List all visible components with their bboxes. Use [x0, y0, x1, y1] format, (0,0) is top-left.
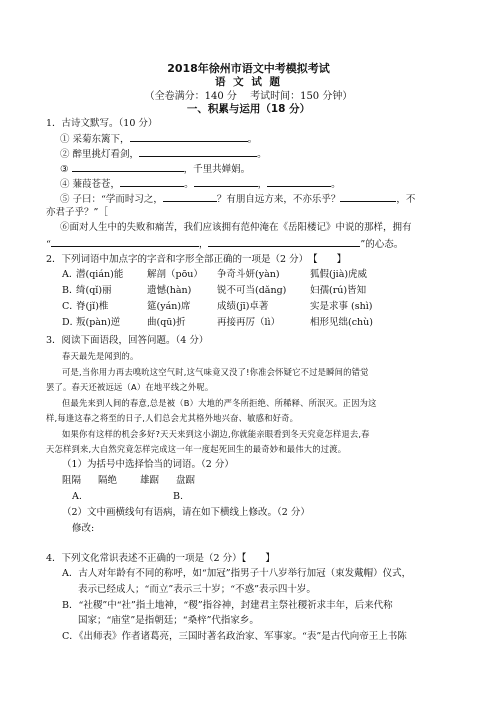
q4-option-a-cont: 表示已经成人；“而立”表示三十岁；“不惑”表示四十岁。 — [78, 584, 316, 595]
q4-option-c[interactable]: C．《出师表》作者诸葛亮，三国时著名政治家、军事家。“表”是古代向帝王上书陈 — [62, 631, 407, 642]
answer-blank[interactable] — [130, 132, 248, 142]
exam-title: 2018年徐州市语文中考模拟考试 — [167, 62, 330, 75]
answer-blank[interactable] — [194, 177, 258, 187]
passage-line: 如果你有这样的机会多好?天天来到这小湖边,你就能亲眼看到冬天究竟怎样退去,春 — [62, 429, 370, 439]
answer-blank[interactable] — [51, 237, 199, 247]
q4-option-b[interactable]: B．“社稷”中“社”指土地神，“稷”指谷神，封建君主祭社稷祈求丰年，后来代称 — [62, 600, 393, 611]
section-heading: 一、积累与运用（18 分） — [186, 103, 311, 115]
q4-option-a[interactable]: A．古人对年龄有不同的称呼，如“加冠”指男子十八岁举行加冠（束发戴帽）仪式， — [62, 568, 412, 579]
q1-item-5-cont: 亦君子乎？”［ — [46, 207, 108, 218]
answer-blank[interactable] — [208, 237, 360, 247]
word-option[interactable]: 雄踞 — [140, 475, 160, 486]
score-info: （全卷满分：140 分 考试时间：150 分钟） — [144, 91, 353, 102]
answer-blank[interactable] — [139, 147, 257, 157]
q4-option-b-cont: 国家；“庙堂”是指朝廷；“桑梓”代指家乡。 — [78, 615, 259, 626]
q1-item-1: ① 采菊东篱下， 。 — [60, 134, 258, 145]
answer-blank[interactable] — [267, 177, 331, 187]
q1-item-6: ⑥面对人生中的失败和痛苦，我们应该拥有范仲淹在《岳阳楼记》中说的那样，拥有 — [60, 222, 412, 233]
q3-sub1: （1）为括号中选择恰当的词语。（2 分） — [62, 459, 234, 470]
passage-line: 罢了。春天还被远远（A）在地平线之外呢。 — [46, 382, 214, 392]
q2-stem: 2．下列词语中加点字的字音和字形全部正确的一项是（2 分） 【 】 — [46, 254, 347, 265]
passage-line: 天怎样到来,大自然究竟怎样完成这一年一度起死回生的最奇妙和最伟大的过渡。 — [46, 444, 347, 454]
blank-b-label[interactable]: B. — [173, 491, 184, 502]
answer-blank[interactable] — [340, 192, 396, 202]
word-option[interactable]: 隔绝 — [98, 475, 118, 486]
passage-line: 但最先来到人间的春意,总是被（B）大地的严冬所拒绝、所稀释、所泯灭。正因为这 — [62, 398, 377, 408]
q1-item-5: ⑤ 子曰：“学而时习之， ？有朋自远方来，不亦乐乎？ ，不 — [60, 194, 416, 205]
q3-sub2: （2）文中画横线句有语病，请在如下横线上修改。（2 分） — [62, 507, 310, 518]
exam-subtitle: 语 文 试 题 — [215, 76, 282, 88]
q1-item-6-cont: “ ， ”的心态。 — [46, 239, 404, 250]
q3-stem: 3．阅读下面语段，回答问题。（4 分） — [46, 335, 209, 346]
q1-item-3: ③ ，千里共婵娟。 — [60, 164, 251, 175]
q1-stem: 1．古诗文默写。（10 分） — [46, 118, 158, 129]
q4-stem: 4．下列文化常识表述不正确的一项是（2 分）【 】 — [46, 553, 275, 564]
blank-a-label[interactable]: A. — [72, 491, 82, 502]
word-option[interactable]: 阻隔 — [62, 475, 82, 486]
revise-label[interactable]: 修改: — [72, 523, 95, 534]
passage-line: 春天最先是闻到的。 — [62, 351, 139, 361]
answer-blank[interactable] — [120, 177, 184, 187]
passage-line: 样,每逢这春之将至的日子,人们总会尤其格外地兴奋、敏感和好奇。 — [46, 413, 299, 423]
exam-page: 2018年徐州市语文中考模拟考试 语 文 试 题 （全卷满分：140 分 考试时间：150 分钟） 一、积累与运用（18 分） 1．古诗文默写。（10 分） ① 采菊东篱下， 。 ② 醉里挑灯看剑， 。 ③ ，千里共婵娟。 ④ 蒹葭苍苍， 。 ， 。 ⑤ 子曰：“学而时习之， ？有朋自远方来，不亦乐乎？ ，不 亦君子乎？”［ ⑥面对人生中的失败和痛苦，我们应该拥有范仲淹在《岳阳楼记》中说的那样，拥有 “ ， ”的心态。 2．下列词语中加点字的字音和字形全部正确的一项是（2 分） 【 】 A． 潜(qián)能 解剖（pōu） 争奇斗妍(yàn) 狐假(jià)虎威 B． 绮(qǐ)丽 遗憾(hàn) 锐不可当(dǎng) 妇孺(rú)皆知 C． 脊(jǐ)椎 筵(yán)席 成绩(jī)卓著 实是求事 (shì) D． 叛(pàn)逆 曲(qū)折 再接再厉（lì） 相形见绌(chù) 3．阅读下面语段，回答问题。（4 分） 春天最先是闻到的。 可是,当你用力再去嗅吮这空气时,这气味竟又没了!你准会怀疑它不过是瞬间的错觉 罢了。春天还被远远（A）在地平线之外呢。 但最先来到人间的春意,总是被（B）大地的严冬所拒绝、所稀释、所泯灭。正因为这 样,每逢这春之将至的日子,人们总会尤其格外地兴奋、敏感和好奇。 如果你有这样的机会多好?天天来到这小湖边,你就能亲眼看到冬天究竟怎样退去,春 天怎样到来,大自然究竟怎样完成这一年一度起死回生的最奇妙和最伟大的过渡。 （1）为括号中选择恰当的词语。（2 分） 阻隔 隔绝 雄踞 盘踞 A. B. （2）文中画横线句有语病，请在如下横线上修改。（2 分） 修改: 4．下列文化常识表述不正确的一项是（2 分）【 】 A．古人对年龄有不同的称呼，如“加冠”指男子十八岁举行加冠（束发戴帽）仪式， 表示已经成人；“而立”表示三十岁；“不惑”表示四十岁。 B．“社稷”中“社”指土地神，“稷”指谷神，封建君主祭社稷祈求丰年，后来代称 国家；“庙堂”是指朝廷；“桑梓”代指家乡。 C．《出师表》作者诸葛亮，三国时著名政治家、军事家。“表”是古代向帝王上书陈 — [0, 0, 497, 704]
word-option[interactable]: 盘踞 — [176, 475, 196, 486]
answer-blank[interactable] — [72, 162, 184, 172]
passage-line: 可是,当你用力再去嗅吮这空气时,这气味竟又没了!你准会怀疑它不过是瞬间的错觉 — [62, 367, 369, 377]
answer-blank[interactable] — [163, 192, 217, 202]
q1-item-4: ④ 蒹葭苍苍， 。 ， 。 — [60, 179, 341, 190]
q1-item-2: ② 醉里挑灯看剑， 。 — [60, 149, 267, 160]
